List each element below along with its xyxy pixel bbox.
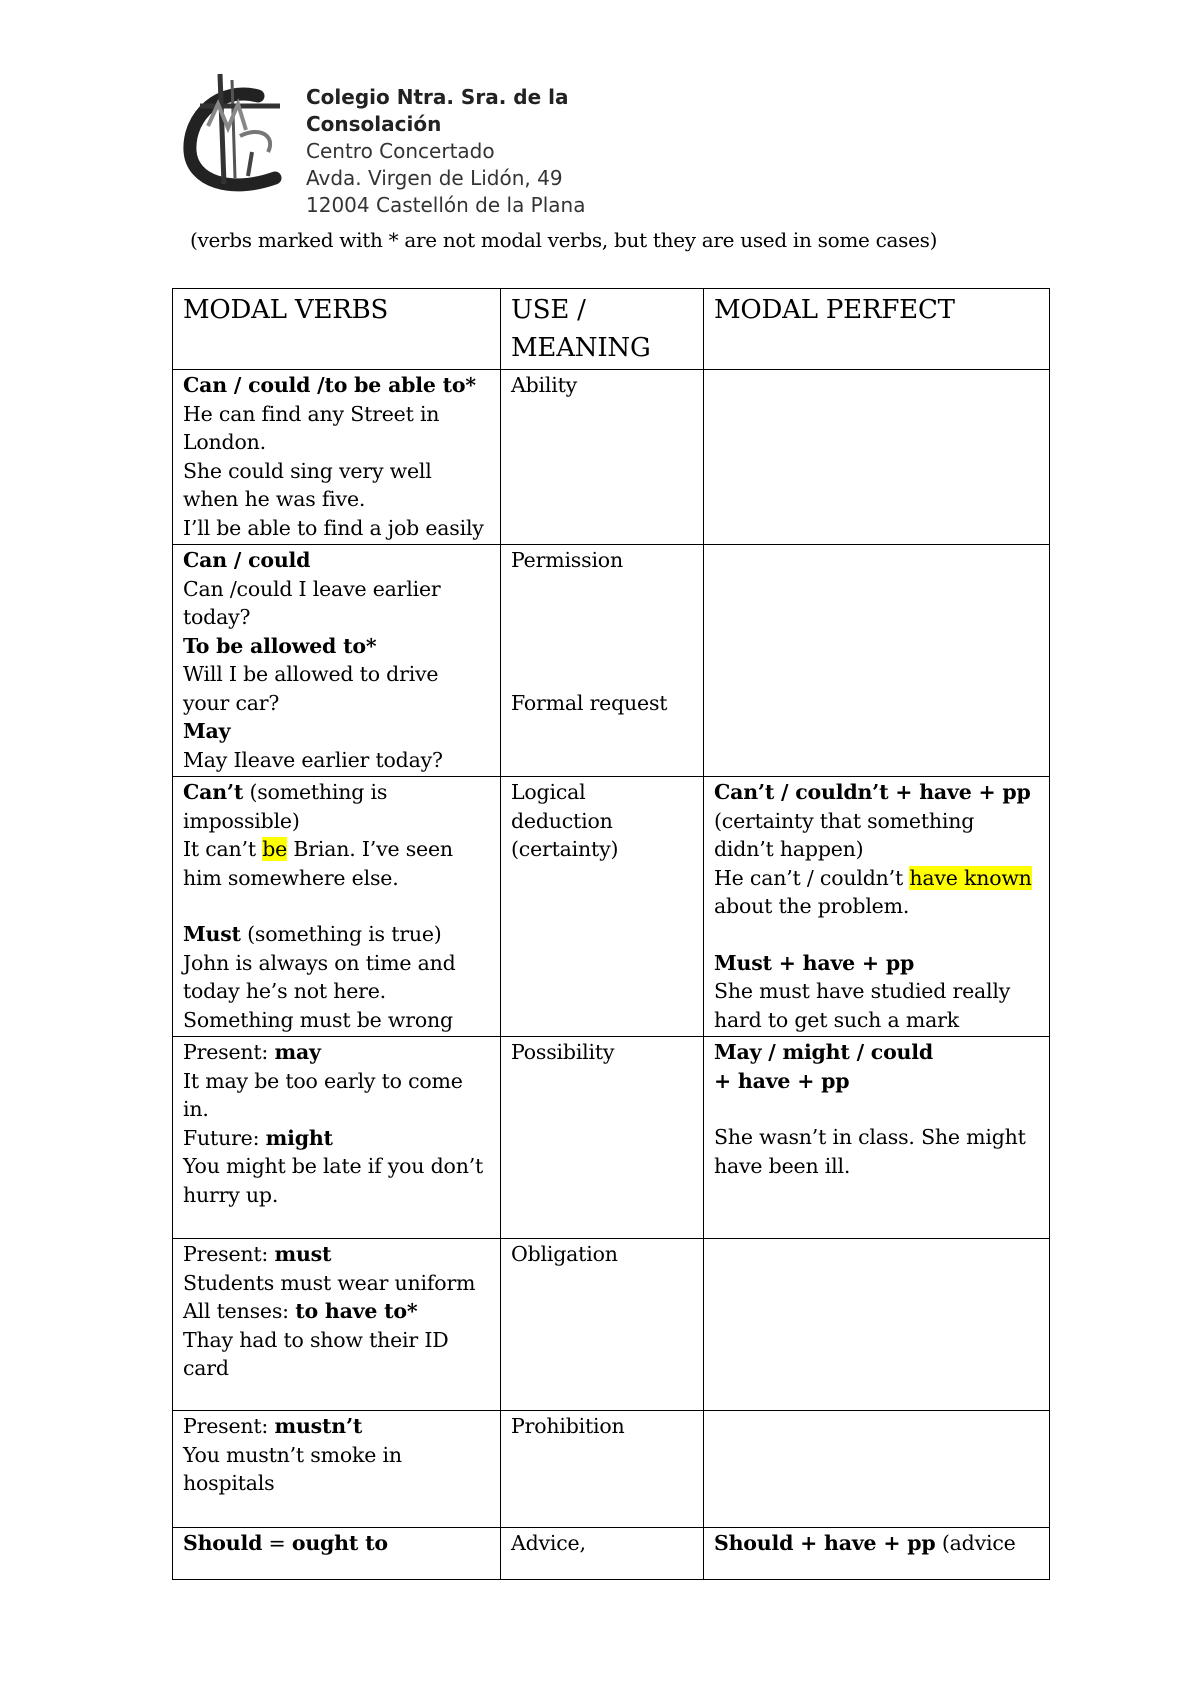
modal-verbs-cell — [173, 1037, 501, 1239]
example: It can’t — [183, 837, 263, 861]
table-row — [173, 1239, 1050, 1411]
modal-verbs-cell — [173, 1411, 501, 1528]
use-cell — [501, 545, 704, 777]
equals: = — [262, 1531, 292, 1555]
example: John is always on time and today he’s not here. — [183, 950, 456, 1003]
example: You mustn’t smoke in hospitals — [183, 1442, 402, 1495]
example: Can /could I leave earlier today? — [183, 576, 441, 629]
table-row — [173, 1411, 1050, 1528]
perfect-cell — [704, 370, 1050, 545]
modal-verbs-cell — [173, 1528, 501, 1580]
table-row — [173, 777, 1050, 1037]
example: Brian. I’ve seen him somewhere else. — [183, 837, 453, 890]
use-cell: Prohibition — [501, 1411, 704, 1528]
tense-label: Present: — [183, 1414, 275, 1438]
school-address — [306, 84, 700, 219]
verb-title: Must — [183, 922, 241, 946]
perfect-cell — [704, 1037, 1050, 1239]
verb-title: may — [274, 1040, 321, 1064]
perfect-cell — [704, 1528, 1050, 1580]
perfect-cell — [704, 545, 1050, 777]
school-logo-icon — [180, 66, 298, 196]
note: (verbs marked with * are not modal verbs, but they are used in some cases) — [190, 228, 938, 252]
tense-label: Future: — [183, 1125, 266, 1150]
modal-verbs-cell — [173, 1239, 501, 1411]
example: about the problem. — [714, 894, 910, 918]
verb-title: Can’t — [183, 780, 244, 804]
example: You might be late if you don’t hurry up. — [183, 1154, 484, 1207]
verb-title: must — [274, 1242, 332, 1266]
perfect-cell — [704, 1239, 1050, 1411]
school-name: Colegio Ntra. Sra. de la Consolación — [306, 85, 569, 136]
header-modal-verbs: MODAL VERBS — [173, 289, 501, 370]
perfect-title: + have + pp — [714, 1068, 850, 1093]
table-row — [173, 1037, 1050, 1239]
use-cell: Advice, — [501, 1528, 704, 1580]
tense-label: Present: — [183, 1242, 275, 1266]
modal-verbs-table — [172, 288, 1050, 1580]
table-header-row — [173, 289, 1050, 370]
tense-label: Present: — [183, 1040, 275, 1064]
example: It may be too early to come in. — [183, 1068, 463, 1121]
example: Thay had to show their ID card — [183, 1327, 449, 1380]
perfect-cell — [704, 1411, 1050, 1528]
modal-verbs-cell — [173, 370, 501, 545]
school-street: Avda. Virgen de Lidón, 49 — [306, 166, 563, 190]
table-row — [173, 1528, 1050, 1580]
perfect-title: Must + have + pp — [714, 950, 915, 975]
example: I’ll be able to find a job easily — [183, 515, 484, 540]
example: He can’t / couldn’t — [714, 865, 910, 890]
tense-label: All tenses: — [183, 1299, 296, 1323]
verb-title: might — [265, 1125, 333, 1150]
modal-verbs-cell — [173, 777, 501, 1037]
perfect-title: Should + have + pp — [714, 1531, 936, 1555]
perfect-title: Can’t / couldn’t + have + pp — [714, 780, 1031, 804]
verb-title: to have to* — [295, 1299, 418, 1323]
example: He can find any Street in London. — [183, 401, 440, 454]
perfect-title: May / might / could — [714, 1040, 933, 1064]
school-city: 12004 Castellón de la Plana — [306, 193, 586, 217]
school-subtitle: Centro Concertado — [306, 139, 495, 163]
use-cell: Possibility — [501, 1037, 704, 1239]
verb-title: mustn’t — [274, 1414, 363, 1438]
highlight: have known — [909, 865, 1032, 890]
example: She wasn’t in class. She might have been ill. — [714, 1125, 1026, 1178]
verb-title: Can / could — [183, 548, 311, 572]
verb-note: (something is true) — [240, 922, 442, 946]
use-cell: Ability — [501, 370, 704, 545]
letterhead — [180, 66, 700, 217]
verb-title: Can / could /to be able to* — [183, 373, 476, 397]
verb-title: May — [183, 719, 231, 743]
example: She must have studied really hard to get such a mark — [714, 979, 1011, 1032]
verb-title: To be allowed to* — [183, 633, 377, 658]
example: She could sing very well when he was five. — [183, 458, 432, 511]
example: Something must be wrong — [183, 1007, 453, 1032]
highlight: be — [262, 837, 288, 861]
perfect-cell — [704, 777, 1050, 1037]
example: Will I be allowed to drive your car? — [183, 662, 439, 715]
example: Students must wear uniform — [183, 1270, 476, 1295]
perfect-note: (certainty that something didn’t happen) — [714, 808, 975, 861]
use-label: Formal request — [511, 690, 668, 715]
use-cell: Logical deduction (certainty) — [501, 777, 704, 1037]
use-label: Permission — [511, 548, 623, 572]
perfect-note: (advice — [935, 1531, 1016, 1555]
modal-verbs-cell — [173, 545, 501, 777]
header-modal-perfect: MODAL PERFECT — [704, 289, 1050, 370]
verb-note: (something is impossible) — [183, 780, 388, 833]
verb-title: Should — [183, 1531, 263, 1555]
example: May Ileave earlier today? — [183, 747, 443, 772]
table-row — [173, 545, 1050, 777]
use-cell: Obligation — [501, 1239, 704, 1411]
header-use-meaning: USE / MEANING — [501, 289, 704, 370]
verb-title: ought to — [291, 1531, 388, 1555]
table-row — [173, 370, 1050, 545]
